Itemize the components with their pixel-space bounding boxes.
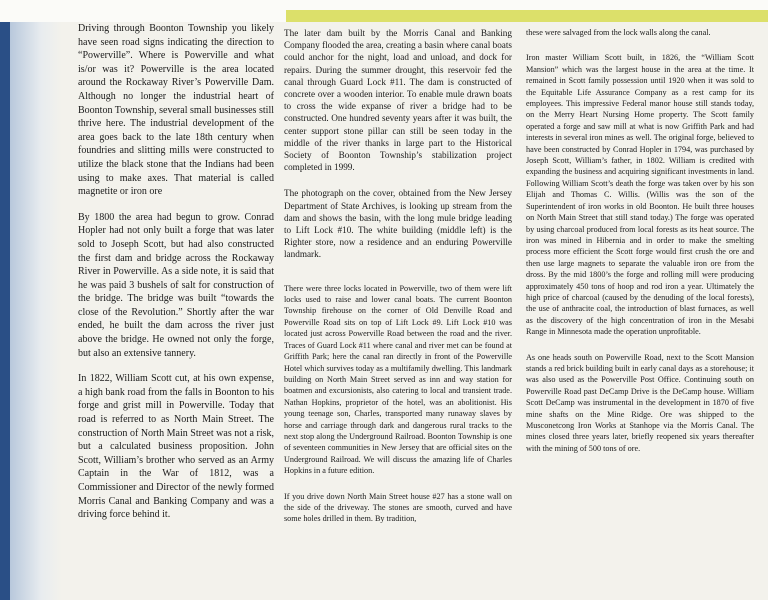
- paragraph-photograph: The photograph on the cover, obtained from the New Jersey Department of State Archives, is looking up stream from the dam and shows the basin, with the long mule bridge leading to Lift Lock #10. The white building (middle left) is the Righter store, now a residence and an enduring Powerville landmark.: [284, 188, 512, 260]
- paragraph-1822: In 1822, William Scott cut, at his own expense, a high bank road from the falls in Boonton to his forge and grist mill in Powerville. Today that road is referred to as North Main Street. The construction of North Main Street was not a risk, but a calculated business proposition. John Scott, William’s brother who served as an Army Captain in the War of 1812, was a Commissioner and Director of the newly formed Morris Canal and Banking Company and was a driving force behind it.: [78, 373, 274, 521]
- paragraph-powerville-road: As one heads south on Powerville Road, next to the Scott Mansion stands a red brick building built in early canal days as a storehouse; it was also used as the Powerville Post Office. Continuing south on Powerville Road past DeCamp Drive is the DeCamp house. William Scott DeCamp was instrumental in the development in 1870 of five mine shafts on the Mine Ridge. Ore was shipped to the Musconetcong Iron Works at Stanhope via the Morris Canal. The mines closed three years later, briefly reopened six years thereafter with the mining of 500 tons of ore.: [526, 352, 754, 453]
- paragraph-powerville-intro: Driving through Boonton Township you likely have seen road signs indicating the direction to “Powerville”. Where is Powerville and what is/or was it? Powerville is the area located around the Rockaway River’s Powerville Dam. Although no longer the industrial heart of Boonton Township, several small businesses still thrive here. The industrial development of the area goes back to the late 18th century when foundries and slitting mills were constructed to utilize the black stone that the Indians had been using to make axes. That material is called magnetite or iron ore: [78, 23, 274, 198]
- left-edge-bar: [0, 22, 10, 600]
- paragraph-1800: By 1800 the area had begun to grow. Conrad Hopler had not only built a forge that was later sold to Joseph Scott, but had also constructed the first dam and bridge across the Rockaway River in Powerville. As a side note, it is said that he was paid 3 bushels of salt for construction of the bridge. The bridge was built “towards the close of the Revolution.” Shortly after the war ended, he built the dam across the river just above the bridge. He owned not only the forge, but also an extensive tannery.: [78, 211, 274, 359]
- left-edge-shadow: [10, 22, 62, 600]
- column-3: [526, 27, 754, 454]
- paragraph-lock-walls: these were salvaged from the lock walls along the canal.: [526, 28, 711, 37]
- column-1: [78, 22, 274, 522]
- column-2: [284, 27, 512, 525]
- paragraph-scott-mansion: Iron master William Scott built, in 1826, the “William Scott Mansion” which was the largest house in the area at the time. It remained in Scott family possession until 1920 when it was sold to the Equitable Life Assurance Company as a rest camp for its employees. This impressive Federal manor house still stands today, on the Merry Heart Nursing Home property. The Scott family operated a forge and saw mill at what is now Griffith Park and had interests in several iron mines as well. The original forge, believed to have been constructed by Conrad Hopler in 1794, was purchased by Joseph Scott, William’s father, in 1802. William is credited with expanding the business and acquiring significant investments in land. Following William Scott’s death the forge was taken over by his son Elijah and Thomas C. Willis. (Willis was the son of the Superintendent of iron works in old Boonton. He built three houses on North Main Street that still stand today.) The forge was operated by using charcoal produced from local forests as its heat source. The iron was mined in Hibernia and in order to make the smelting process more efficient the Scott forge would first crush the ore and then use large magnets to separate the valuable iron ore from the dross. By the mid 1800’s the forge and rolling mill were producing approximately 450 tons of hoop and rod iron a year. Ultimately the high price of charcoal (caused by the denuding of the local forests), the use of anthracite coal, the introduction of blast furnaces, as well as the discovery of the high concentration of iron in the Mesabi Range in Minnesota made the operation unprofitable.: [526, 53, 754, 337]
- paragraph-locks: There were three locks located in Powerville, two of them were lift locks used to raise and lower canal boats. The current Boonton Township firehouse on the corner of Old Denville Road and Powerville Road sits on top of Lift Lock #9. Lift Lock #10 was located just across Powerville Road between the road and the river. Traces of Guard Lock #11 where canal and river met can be found at Griffith Park; here the canal ran directly in front of the Powerville Hotel which survives today as a multifamily dwelling. This landmark building on North Main Street served as inn and way station for boatmen and excursionists, also catering to local and transient trade. Nathan Hopkins, proprietor of the hotel, was an abolitionist. His young teenage son, Charles, transported many runaway slaves by horse and carriage through dark and dangerous rural tracks to the next stop along the Underground Railroad. Boonton Township is one of seventeen communities in New Jersey that are official sites on the Underground Railroad. We will discuss the amazing life of Charles Hopkins in a future edition.: [284, 283, 512, 476]
- header-stripe: [286, 10, 768, 22]
- paragraph-dam: The later dam built by the Morris Canal and Banking Company flooded the area, creating a basin where canal boats could anchor for the night, load and unload, and dock for repairs. During the summer drought, this reservoir fed the canal through Guard Lock #11. The dam is constructed of concrete over a wooden interior. To enable mule drawn boats to cross the wide expanse of river a bridge had to be constructed. One hundred seventy years after it was built, the center support stone pillar can still be seen today in the middle of the river thanks in large part to the Historical Society of Boonton Township’s stabilization project completed in 1999.: [284, 28, 512, 173]
- paragraph-house-27: If you drive down North Main Street house #27 has a stone wall on the side of the driveway. The stones are smooth, curved and have some holes drilled in them. By tradition,: [284, 491, 512, 524]
